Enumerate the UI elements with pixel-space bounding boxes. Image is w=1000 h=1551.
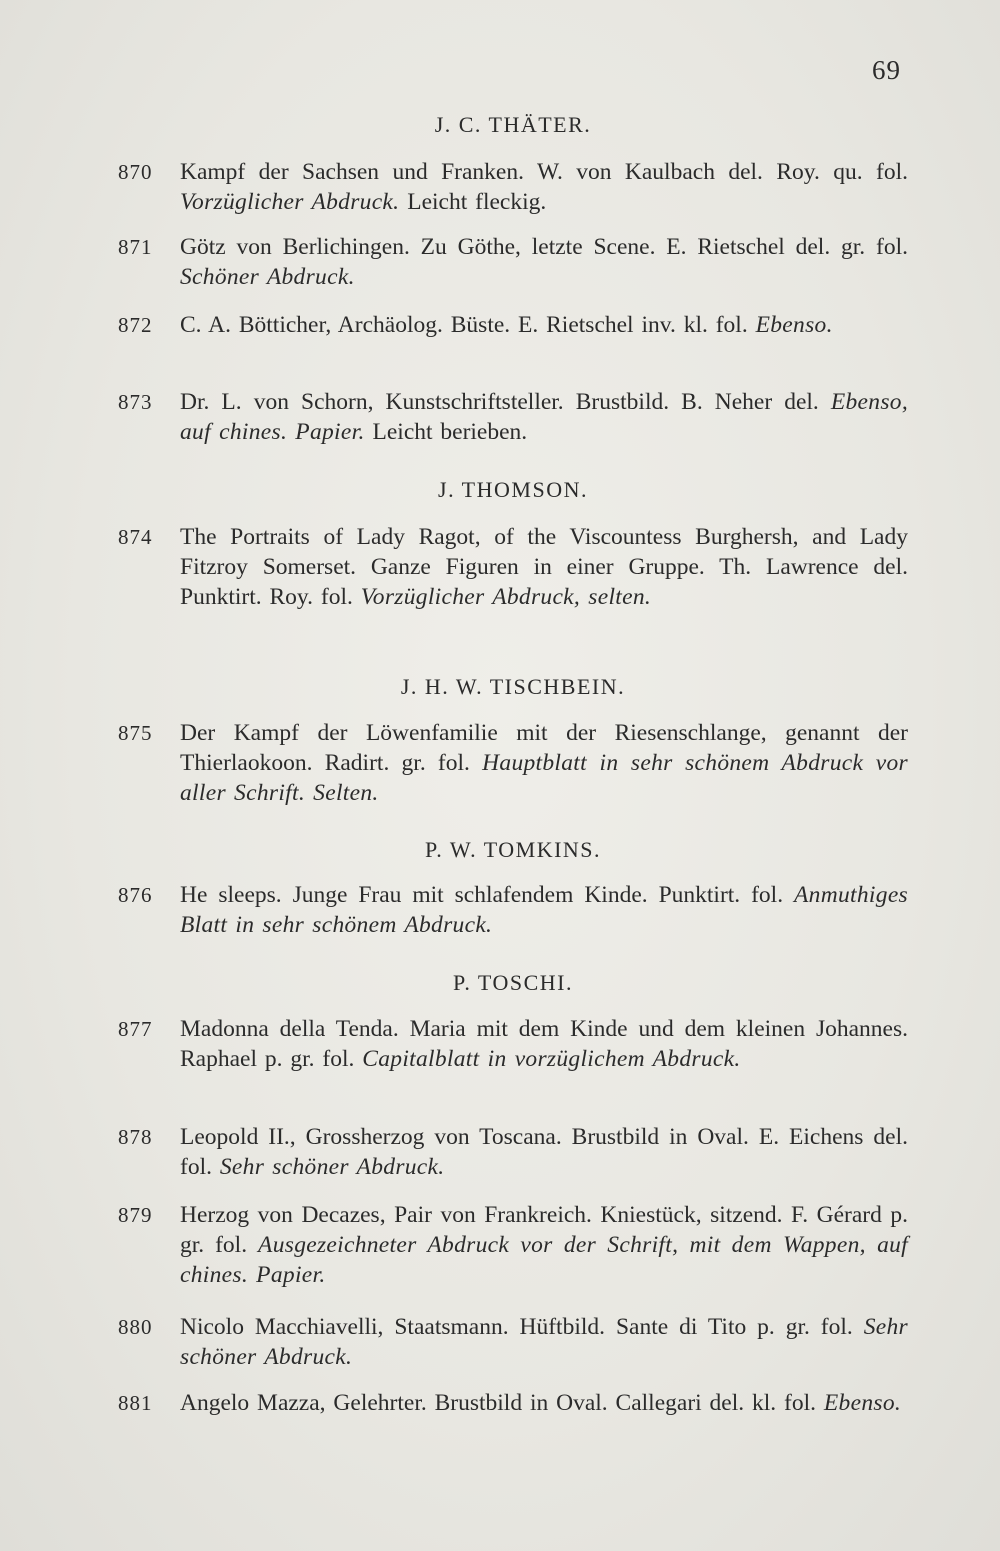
section-heading-toschi: P. TOSCHI. — [453, 970, 573, 995]
entry-number: 875 — [118, 721, 153, 745]
entry-condition-note: Ebenso. — [755, 312, 833, 338]
entry-remark: Leicht fleckig. — [399, 189, 547, 215]
entry-text — [180, 880, 908, 940]
entry-description: Der Kampf der Löwenfamilie mit der Riesenschlange, genannt der Thierlaokoon. Radirt. gr. fol. — [180, 720, 908, 776]
entry-text — [180, 522, 908, 612]
entry-number: 878 — [118, 1125, 153, 1149]
entry-number: 881 — [118, 1391, 153, 1415]
entry-condition-note: Sehr schöner Abdruck. — [180, 1314, 908, 1370]
entry-text — [180, 157, 908, 217]
entry-text — [180, 718, 908, 808]
entry-condition-note: Schöner Abdruck. — [180, 264, 355, 290]
entry-condition-note: Capitalblatt in vorzüglichem Abdruck. — [362, 1046, 741, 1072]
entry-text — [180, 1312, 908, 1372]
entry-number: 870 — [118, 160, 153, 184]
entry-description: Dr. L. von Schorn, Kunstschriftsteller. Brustbild. B. Neher del. — [180, 389, 831, 415]
section-heading-thomson: J. THOMSON. — [438, 477, 588, 502]
section-heading-tomkins: P. W. TOMKINS. — [424, 837, 602, 862]
entry-text — [180, 1388, 908, 1418]
entry-description: Madonna della Tenda. Maria mit dem Kinde und dem kleinen Johannes. Raphael p. gr. fol. — [180, 1016, 908, 1072]
catalog-entry — [118, 157, 908, 217]
entry-condition-note: Ausgezeichneter Abdruck vor der Schrift, mit dem Wappen, auf chines. Papier. — [180, 1232, 908, 1288]
entry-description: Nicolo Macchiavelli, Staatsmann. Hüftbild. Sante di Tito p. gr. fol. — [180, 1314, 864, 1340]
entry-condition-note: Ebenso, auf chines. Papier. — [180, 389, 908, 445]
entry-condition-note: Anmuthiges Blatt in sehr schönem Abdruck. — [180, 882, 908, 938]
entry-text — [180, 232, 908, 292]
section-heading-tischbein: J. H. W. TISCHBEIN. — [400, 674, 626, 699]
entry-condition-note: Ebenso. — [823, 1390, 902, 1416]
catalog-entry — [118, 1200, 908, 1290]
entry-number: 872 — [118, 313, 153, 337]
catalog-entry — [118, 522, 908, 612]
catalog-entry — [118, 1122, 908, 1182]
entry-condition-note: Vorzüglicher Abdruck, selten. — [360, 584, 652, 610]
entry-number: 876 — [118, 883, 153, 907]
catalog-entry — [118, 1014, 908, 1074]
entry-text — [180, 387, 908, 447]
catalog-entry — [118, 387, 908, 447]
catalog-entry — [118, 880, 908, 940]
catalog-entry — [118, 718, 908, 808]
entry-text — [180, 1014, 908, 1074]
page-number: 69 — [872, 55, 901, 85]
entry-number: 879 — [118, 1203, 153, 1227]
catalog-entry — [118, 1312, 908, 1372]
catalog-entry — [118, 310, 908, 340]
entry-number: 877 — [118, 1017, 153, 1041]
entry-condition-note: Hauptblatt in sehr schönem Abdruck vor aller Schrift. Selten. — [180, 750, 908, 806]
entry-text — [180, 1200, 908, 1290]
entry-description: C. A. Bötticher, Archäolog. Büste. E. Rietschel inv. kl. fol. — [180, 312, 756, 338]
entry-description: Leopold II., Grossherzog von Toscana. Brustbild in Oval. E. Eichens del. fol. — [180, 1124, 908, 1180]
entry-remark: Leicht berieben. — [364, 419, 528, 445]
entry-description: Kampf der Sachsen und Franken. W. von Kaulbach del. Roy. qu. fol. — [180, 159, 908, 185]
catalog-entry — [118, 232, 908, 292]
entry-text — [180, 1122, 908, 1182]
entry-text — [180, 310, 908, 340]
entry-description: Angelo Mazza, Gelehrter. Brustbild in Oval. Callegari del. kl. fol. — [180, 1390, 824, 1416]
entry-number: 873 — [118, 390, 153, 414]
entry-condition-note: Sehr schöner Abdruck. — [219, 1154, 445, 1180]
entry-number: 880 — [118, 1315, 153, 1339]
entry-description: He sleeps. Junge Frau mit schlafendem Kinde. Punktirt. fol. — [180, 882, 795, 908]
entry-description: Götz von Berlichingen. Zu Göthe, letzte Scene. E. Rietschel del. gr. fol. — [180, 234, 908, 260]
catalog-entry — [118, 1388, 908, 1418]
section-heading-thaeter: J. C. THÄTER. — [434, 112, 592, 137]
entry-description: Herzog von Decazes, Pair von Frankreich. Kniestück, sitzend. F. Gérard p. gr. fol. — [180, 1202, 908, 1258]
entry-condition-note: Vorzüglicher Abdruck. — [180, 189, 400, 215]
entry-description: The Portraits of Lady Ragot, of the Viscountess Burghersh, and Lady Fitzroy Somerset. Ganze Figuren in einer Gruppe. Th. Lawrence del. Punktirt. Roy. fol. — [180, 524, 908, 610]
entry-number: 874 — [118, 525, 153, 549]
entry-number: 871 — [118, 235, 153, 259]
